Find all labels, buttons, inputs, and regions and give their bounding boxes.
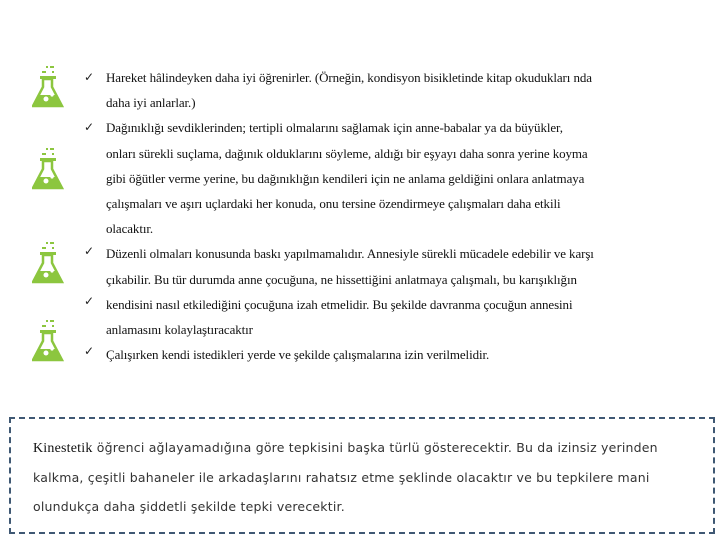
flask-icon: [32, 146, 66, 192]
kinestetik-box: [9, 417, 715, 534]
bullet-4-line: kendisini nasıl etkilediğini çocuğuna izah etmelidir. Bu şekilde davranma çocuğun annesini: [106, 297, 573, 312]
check-icon: ✓: [84, 244, 95, 258]
check-icon: ✓: [84, 70, 95, 84]
check-icon: ✓: [84, 294, 95, 308]
bullet-3-line: çıkabilir. Bu tür durumda anne çocuğuna, ne hissettiğini anlatmaya çalışmalı, bu karışıklığın: [106, 272, 577, 287]
bullet-2-line: çalışmaları ve aşırı uçlardaki her konuda, onu tersine özendirmeye çalışmaları daha etkili: [106, 196, 561, 211]
bullet-5-line: Çalışırken kendi istedikleri yerde ve şekilde çalışmalarına izin verilmelidir.: [106, 347, 490, 362]
check-icon: ✓: [84, 120, 95, 134]
flask-icon: [32, 64, 66, 110]
kinestetik-line-1-text: öğrenci ağlayamadığına göre tepkisini başka türlü gösterecektir. Bu da izinsiz yerinden: [92, 440, 658, 455]
bullet-3-line: Düzenli olmaları konusunda baskı yapılmamalıdır. Annesiyle sürekli mücadele edebilir ve karşı: [106, 246, 594, 261]
flask-icon: [32, 318, 66, 364]
bullet-1-line: Hareket hâlindeyken daha iyi öğrenirler. (Örneğin, kondisyon bisikletinde kitap okudukları nda: [106, 70, 592, 85]
flask-icon: [32, 240, 66, 286]
bullet-2-line: Dağınıklığı sevdiklerinden; tertipli olmalarını sağlamak için anne-babalar ya da büyükler,: [106, 120, 563, 135]
bullet-2-line: olacaktır.: [106, 221, 154, 236]
bullet-2-line: onları sürekli suçlama, dağınık olduklarını söyleme, aldığı bir eşyayı daha sonra yerine koyma: [106, 146, 588, 161]
kinestetik-line-1: [33, 440, 658, 457]
bullet-1-line: daha iyi anlarlar.): [106, 95, 196, 110]
kinestetik-term: Kinestetik: [33, 441, 93, 456]
bullet-2-line: gibi öğütler verme yerine, bu dağınıklığın kendileri için ne anlama geldiğini onlara anlatmaya: [106, 171, 585, 186]
kinestetik-line-2: kalkma, çeşitli bahaneler ile arkadaşlarını rahatsız etme şeklinde olacaktır ve bu tepkilere mani: [33, 470, 650, 485]
check-icon: ✓: [84, 344, 95, 358]
kinestetik-line-3: olundukça daha şiddetli şekilde tepki verecektir.: [33, 499, 345, 514]
bullet-4-line: anlamasını kolaylaştıracaktır: [106, 322, 253, 337]
